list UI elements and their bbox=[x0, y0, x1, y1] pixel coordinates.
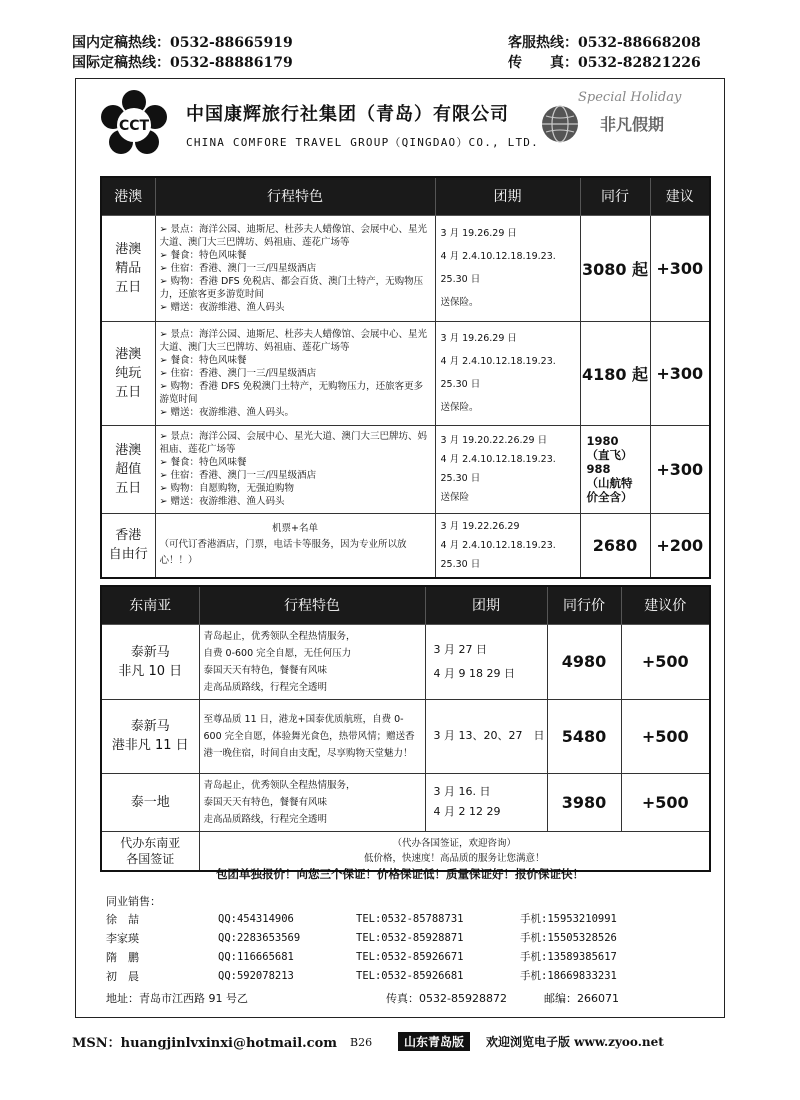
header-features: 行程特色 bbox=[155, 177, 435, 215]
tour-name: 泰一地 bbox=[101, 773, 199, 831]
peer-price: 4180 起 bbox=[580, 321, 650, 425]
tour-features: ➢ 景点：海洋公园、迪斯尼、杜莎夫人蜡像馆、会展中心、星光大道、澳门大三巴牌坊、妈祖庙、莲花广场等 ➢ 餐食：特色风味餐 ➢ 住宿：香港、澳门一三/四星级酒店 ➢ 购物：香港 DFS 免税店、都会百货、澳门土特产，无购物压力，还旅客更多游览时间 ➢ 赠送：夜游维港、渔人码头 bbox=[155, 215, 435, 321]
tour-name: 香港 自由行 bbox=[101, 513, 155, 578]
suggested-price: +300 bbox=[650, 215, 710, 321]
company-name-cn: 中国康辉旅行社集团（青岛）有限公司 bbox=[186, 104, 509, 125]
contact-tel: TEL:0532-85788731 bbox=[356, 913, 464, 925]
globe-icon bbox=[540, 104, 580, 144]
company-fax: 传真：0532-85928872 bbox=[386, 992, 507, 1005]
header-features: 行程特色 bbox=[199, 586, 425, 624]
header-suggested: 建议 bbox=[650, 177, 710, 215]
table-row bbox=[101, 624, 710, 699]
intl-number: 0532-88886179 bbox=[170, 55, 293, 71]
contact-qq: QQ:592078213 bbox=[218, 970, 294, 982]
service-hotline: 客服热线：0532-88668208 bbox=[508, 35, 701, 51]
address-row bbox=[106, 988, 706, 1010]
table-row bbox=[101, 215, 710, 321]
header-peer-price: 同行 bbox=[580, 177, 650, 215]
company-name-en: CHINA COMFORE TRAVEL GROUP（QINGDAO）CO., LTD. bbox=[186, 136, 539, 149]
special-holiday-logo bbox=[536, 88, 696, 154]
contact-mobile: 手机:13589385617 bbox=[520, 951, 617, 963]
peer-price: 3980 bbox=[547, 773, 621, 831]
tour-dates: 3 月 27 日 4 月 9 18 29 日 bbox=[425, 624, 547, 699]
intl-hotline: 国际定稿热线：0532-88886179 bbox=[72, 55, 293, 71]
visa-row bbox=[101, 831, 710, 871]
header-hotlines-right bbox=[508, 33, 701, 73]
page-number: B26 bbox=[350, 1036, 373, 1049]
table-row bbox=[101, 321, 710, 425]
sea-header-row bbox=[101, 586, 710, 624]
fax-line: 传 真：0532-82821226 bbox=[508, 55, 701, 71]
tour-name: 港澳 超值 五日 bbox=[101, 425, 155, 513]
visa-service-info: （代办各国签证，欢迎咨询） 低价格，快速度！高品质的服务让您满意！ bbox=[199, 831, 710, 871]
contact-tel: TEL:0532-85928871 bbox=[356, 932, 464, 944]
contact-name: 徐 喆 bbox=[106, 913, 139, 926]
tour-name: 港澳 精品 五日 bbox=[101, 215, 155, 321]
contact-qq: QQ:2283653569 bbox=[218, 932, 301, 944]
list-item bbox=[106, 929, 706, 948]
contact-mobile: 手机:18669833231 bbox=[520, 970, 617, 982]
header-hotlines-left bbox=[72, 33, 293, 73]
header-peer-price: 同行价 bbox=[547, 586, 621, 624]
peer-price: 4980 bbox=[547, 624, 621, 699]
peer-price: 5480 bbox=[547, 699, 621, 773]
header-dates: 团期 bbox=[425, 586, 547, 624]
msn-contact: MSN：huangjinlvxinxi@hotmail.com bbox=[72, 1036, 337, 1051]
edition-badge: 山东青岛版 bbox=[398, 1032, 470, 1051]
suggested-price: +300 bbox=[650, 425, 710, 513]
header-region: 东南亚 bbox=[101, 586, 199, 624]
contact-tel: TEL:0532-85926671 bbox=[356, 951, 464, 963]
brand-cn: 非凡假期 bbox=[600, 115, 665, 134]
tour-dates: 3 月 19.22.26.29 4 月 2.4.10.12.18.19.23. 25.30 日 bbox=[435, 513, 580, 578]
logo-text: CCT bbox=[118, 118, 150, 134]
tour-features: 青岛起止，优秀领队全程热情服务， 自费 0-600 完全自愿，无任何压力 泰国天天有特色，餐餐有风味 走高品质路线，行程完全透明 bbox=[199, 624, 425, 699]
tour-features: 青岛起止，优秀领队全程热情服务， 泰国天天有特色，餐餐有风味 走高品质路线，行程完全透明 bbox=[199, 773, 425, 831]
website-link[interactable]: 欢迎浏览电子版 www.zyoo.net bbox=[486, 1035, 664, 1049]
contact-mobile: 手机:15953210991 bbox=[520, 913, 617, 925]
contact-name: 隋 鹏 bbox=[106, 951, 139, 964]
page-footer bbox=[72, 1032, 732, 1056]
contact-name: 李家瑛 bbox=[106, 932, 139, 945]
service-number: 0532-88668208 bbox=[578, 35, 701, 51]
company-address: 地址：青岛市江西路 91 号乙 bbox=[106, 992, 248, 1005]
suggested-price: +300 bbox=[650, 321, 710, 425]
tour-dates: 3 月 19.26.29 日 4 月 2.4.10.12.18.19.23. 25.30 日 送保险。 bbox=[435, 215, 580, 321]
contact-tel: TEL:0532-85926681 bbox=[356, 970, 464, 982]
tour-dates: 3 月 19.20.22.26.29 日 4 月 2.4.10.12.18.19.23. 25.30 日 送保险 bbox=[435, 425, 580, 513]
suggested-price: +500 bbox=[621, 699, 710, 773]
tour-name: 港澳 纯玩 五日 bbox=[101, 321, 155, 425]
visa-service-name: 代办东南亚 各国签证 bbox=[101, 831, 199, 871]
hk-macau-header-row bbox=[101, 177, 710, 215]
list-item bbox=[106, 948, 706, 967]
sales-contacts bbox=[106, 894, 706, 1010]
table-row bbox=[101, 699, 710, 773]
table-row bbox=[101, 513, 710, 578]
table-row bbox=[101, 425, 710, 513]
peer-price: 3080 起 bbox=[580, 215, 650, 321]
tour-dates: 3 月 16. 日 4 月 2 12 29 bbox=[425, 773, 547, 831]
domestic-number: 0532-88665919 bbox=[170, 35, 293, 51]
tour-dates: 3 月 13、20、27 日 bbox=[425, 699, 547, 773]
suggested-price: +200 bbox=[650, 513, 710, 578]
company-header bbox=[100, 88, 700, 170]
fax-number: 0532-82821226 bbox=[578, 55, 701, 71]
cct-flower-logo-icon bbox=[100, 90, 168, 158]
suggested-price: +500 bbox=[621, 624, 710, 699]
company-postcode: 邮编：266071 bbox=[544, 992, 619, 1005]
tour-name: 泰新马 港非凡 11 日 bbox=[101, 699, 199, 773]
peer-price: 2680 bbox=[580, 513, 650, 578]
domestic-hotline: 国内定稿热线：0532-88665919 bbox=[72, 35, 293, 51]
sales-title: 同业销售： bbox=[106, 895, 161, 908]
southeast-asia-table bbox=[100, 585, 711, 872]
header-dates: 团期 bbox=[435, 177, 580, 215]
tour-features: ➢ 景点：海洋公园、会展中心、星光大道、澳门大三巴牌坊、妈祖庙、莲花广场等 ➢ 餐食：特色风味餐 ➢ 住宿：香港、澳门一三/四星级酒店 ➢ 购物：自愿购物，无强迫购物 ➢ 赠送：夜游维港、渔人码头 bbox=[155, 425, 435, 513]
hk-macau-table bbox=[100, 176, 711, 579]
guarantee-slogan: 包团单独报价！向您三个保证！价格保证低！质量保证好！报价保证快！ bbox=[216, 867, 584, 881]
tour-name: 泰新马 非凡 10 日 bbox=[101, 624, 199, 699]
tour-features: ➢ 景点：海洋公园、迪斯尼、杜莎夫人蜡像馆、会展中心、星光大道、澳门大三巴牌坊、妈祖庙、莲花广场等 ➢ 餐食：特色风味餐 ➢ 住宿：香港、澳门一三/四星级酒店 ➢ 购物：香港 DFS 免税澳门土特产，无购物压力，还旅客更多游览时间 ➢ 赠送：夜游维港、渔人码头。 bbox=[155, 321, 435, 425]
table-row bbox=[101, 773, 710, 831]
contact-mobile: 手机:15505328526 bbox=[520, 932, 617, 944]
header-region: 港澳 bbox=[101, 177, 155, 215]
suggested-price: +500 bbox=[621, 773, 710, 831]
contact-qq: QQ:116665681 bbox=[218, 951, 294, 963]
peer-price: 1980 （直飞） 988 （山航特 价全含） bbox=[580, 425, 650, 513]
list-item bbox=[106, 910, 706, 929]
contact-name: 初 晨 bbox=[106, 970, 139, 983]
header-suggested: 建议价 bbox=[621, 586, 710, 624]
tour-features: 机票+名单 （可代订香港酒店，门票，电话卡等服务，因为专业所以放心！！） bbox=[155, 513, 435, 578]
tour-features: 至尊品质 11 日，港龙+国泰优质航班，自费 0-600 完全自愿，体验舞光食色，热带风情；赠送香港一晚住宿，时间自由支配，尽享购物天堂魅力！ bbox=[199, 699, 425, 773]
contact-qq: QQ:454314906 bbox=[218, 913, 294, 925]
tour-dates: 3 月 19.26.29 日 4 月 2.4.10.12.18.19.23. 25.30 日 送保险。 bbox=[435, 321, 580, 425]
brand-en: Special Holiday bbox=[578, 90, 682, 105]
list-item bbox=[106, 967, 706, 986]
